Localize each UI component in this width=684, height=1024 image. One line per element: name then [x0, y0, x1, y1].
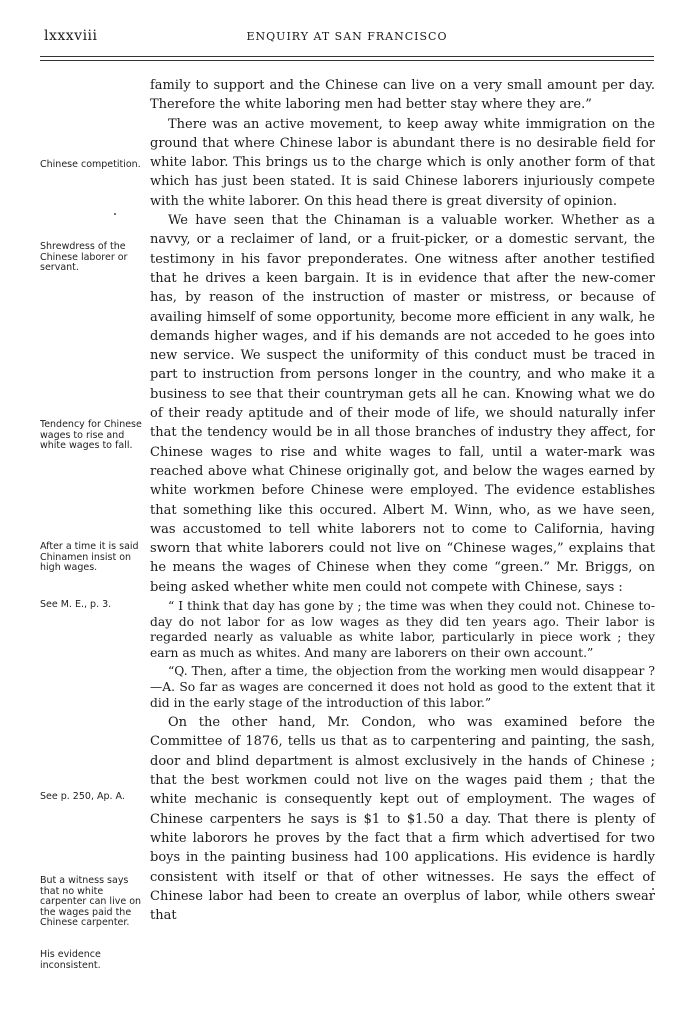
margin-note-inconsistent: His evidence inconsistent. — [40, 949, 101, 971]
margin-note-chinese-competition: Chinese competition. — [40, 159, 141, 170]
header-rule-bottom — [40, 60, 654, 61]
page-header — [40, 26, 654, 48]
margin-note-shrewdness: Shrewdress of the Chinese laborer or servant. — [40, 241, 128, 273]
margin-note-see-appendix: See p. 250, Ap. A. — [40, 791, 125, 802]
margin-note-high-wages: After a time it is said Chinamen insist on high wages. — [40, 541, 139, 573]
scan-speck — [114, 213, 116, 215]
quotation: “Q. Then, after a time, the objection from the working men would disappear ?—A. So far as wages are concerned it does not hold as good to the extent that it did in the early stage of the introduction of this labor.” — [150, 664, 655, 710]
paragraph: We have seen that the Chinaman is a valuable worker. Whether as a navvy, or a reclaimer of land, or a fruit-picker, or a domestic servant, the testimony in his favor preponderates. One witness after another testified that he drives a keen bargain. It is in evidence that after the new-comer has, by reason of the instruction of master or mistress, or because of availing himself of some opportunity, become more efficient in any walk, he demands higher wages, and if his demands are not acceded to he goes into new service. We suspect the uniformity of this conduct must be traced in part to instruction from persons longer in the country, and who make it a business to see that their countryman gets all he can. Knowing what we do of their ready aptitude and of their mode of life, we should naturally infer that the tendency would be in all those branches of industry they affect, for Chinese wages to rise and white wages to fall, until a water-mark was reached above what Chinese originally got, and below the wages earned by white workmen before Chinese were employed. The evidence establishes that something like this occured. Albert M. Winn, who, as we have seen, was accustomed to tell white laborers not to come to California, having sworn that white laborers could not live on “Chinese wages,” explains that he means the wages of Chinese when they come “green.” Mr. Briggs, on being asked whether white men could not compete with Chinese, says : — [150, 213, 655, 595]
main-text-column — [150, 76, 655, 925]
margin-note-see-me: See M. E., p. 3. — [40, 599, 112, 610]
paragraph: family to support and the Chinese can live on a very small amount per day. Therefore the white laboring men had better stay where they are.” — [150, 78, 655, 113]
quotation: “ I think that day has gone by ; the time was when they could not. Chinese to-day do not labor for as low wages as they did ten years ago. Their labor is regarded nearly as valuable as white labor, particularly in piece work ; they earn as much as whites. And many are laborers on their own account.” — [150, 599, 655, 660]
header-rule-top — [40, 56, 654, 57]
paragraph: On the other hand, Mr. Condon, who was examined before the Committee of 1876, tells us that as to carpentering and painting, the sash, door and blind department is almost exclusively in the hands of Chinese ; that the best workmen could not live on the wages paid them ; that the white mechanic is consequently kept out of employment. The wages of Chinese carpenters he says is $1 to $1.50 a day. That there is plenty of white laborors he proves by the fact that a firm which advertised for two boys in the painting business had 100 applications. His evidence is hardly consistent with itself or that of other witnesses. He says the effect of Chinese labor had been to create an overplus of labor, while others swear that — [150, 715, 655, 924]
running-title: ENQUIRY AT SAN FRANCISCO — [246, 30, 448, 43]
margin-note-carpenter: But a witness says that no white carpenter can live on the wages paid the Chinese carpenter. — [40, 875, 142, 928]
margin-note-wage-tendency: Tendency for Chinese wages to rise and white wages to fall. — [40, 419, 142, 451]
paragraph: There was an active movement, to keep away white immigration on the ground that where Chinese labor is abundant there is no desirable field for white labor. This brings us to the charge which is only another form of that which has just been stated. It is said Chinese laborers injuriously compete with the white laborer. On this head there is great diversity of opinion. — [150, 116, 655, 209]
page-number: lxxxviii — [44, 28, 98, 44]
